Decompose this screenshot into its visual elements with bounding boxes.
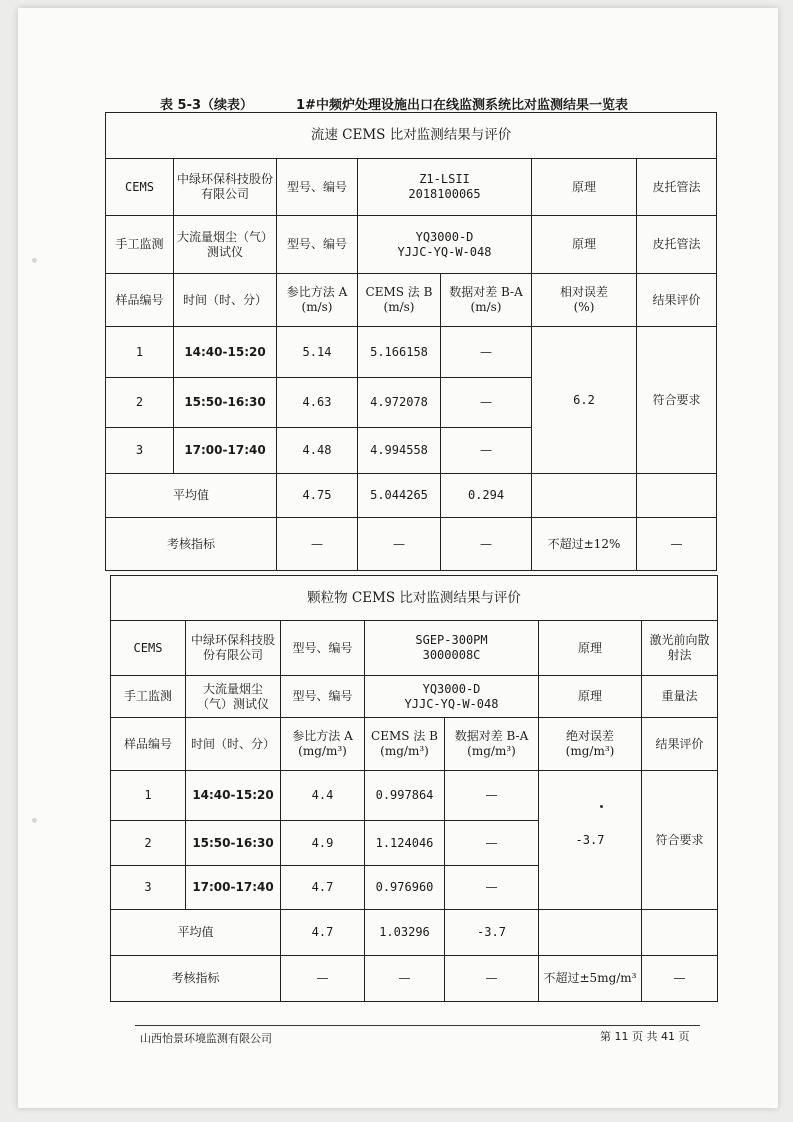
ink-dot [600, 805, 603, 808]
criteria-label: 考核指标 [106, 518, 277, 571]
diff-value: — [445, 866, 539, 910]
sample-time: 15:50-16:30 [174, 378, 277, 428]
criteria-row [111, 956, 718, 1002]
flow-relative-error: 6.2 [532, 327, 637, 474]
criteria-b: — [358, 518, 441, 571]
ref-value-a: 4.63 [277, 378, 358, 428]
sample-time: 17:00-17:40 [174, 428, 277, 474]
flow-cems-model-label: 型号、编号 [277, 159, 358, 216]
particulate-cems-company: 中绿环保科技股份有限公司 [186, 621, 281, 676]
particulate-manual-model-label: 型号、编号 [281, 676, 365, 718]
particulate-header-eval: 结果评价 [642, 718, 718, 771]
average-row [111, 910, 718, 956]
sample-time: 14:40-15:20 [174, 327, 277, 378]
footer-divider [135, 1025, 700, 1026]
average-label: 平均值 [111, 910, 281, 956]
diff-value: — [441, 327, 532, 378]
flow-section-title: 流速 CEMS 比对监测结果与评价 [106, 113, 717, 159]
diff-value: — [441, 378, 532, 428]
particulate-header-sample: 样品编号 [111, 718, 186, 771]
flow-cems-label: CEMS [106, 159, 174, 216]
particulate-manual-label: 手工监测 [111, 676, 186, 718]
flow-cems-model: Z1-LSII 2018100065 [358, 159, 532, 216]
flow-manual-principle-label: 原理 [532, 216, 637, 274]
flow-header-error: 相对误差 (%) [532, 274, 637, 327]
average-diff: 0.294 [441, 474, 532, 518]
sample-time: 17:00-17:40 [186, 866, 281, 910]
flow-evaluation: 符合要求 [637, 327, 717, 474]
flow-cems-principle: 皮托管法 [637, 159, 717, 216]
criteria-limit: 不超过±5mg/m³ [539, 956, 642, 1002]
particulate-cems-model-label: 型号、编号 [281, 621, 365, 676]
particulate-manual-instrument: 大流量烟尘（气）测试仪 [186, 676, 281, 718]
flow-manual-label: 手工监测 [106, 216, 174, 274]
page-number: 第 11 页 共 41 页 [600, 1030, 690, 1043]
criteria-b: — [365, 956, 445, 1002]
diff-value: — [445, 821, 539, 866]
particulate-section-title: 颗粒物 CEMS 比对监测结果与评价 [111, 576, 718, 621]
cems-value-b: 4.972078 [358, 378, 441, 428]
diff-value: — [445, 771, 539, 821]
ref-value-a: 4.4 [281, 771, 365, 821]
average-a: 4.7 [281, 910, 365, 956]
criteria-limit: 不超过±12% [532, 518, 637, 571]
flow-header-eval: 结果评价 [637, 274, 717, 327]
flow-manual-model-label: 型号、编号 [277, 216, 358, 274]
ref-value-a: 5.14 [277, 327, 358, 378]
criteria-diff: — [441, 518, 532, 571]
flow-cems-company: 中绿环保科技股份有限公司 [174, 159, 277, 216]
particulate-manual-principle: 重量法 [642, 676, 718, 718]
table-row [111, 771, 718, 821]
table-title: 1#中频炉处理设施出口在线监测系统比对监测结果一览表 [296, 98, 628, 113]
flow-manual-principle: 皮托管法 [637, 216, 717, 274]
particulate-header-time: 时间（时、分） [186, 718, 281, 771]
binding-hole [32, 258, 37, 263]
sample-no: 3 [111, 866, 186, 910]
criteria-a: — [281, 956, 365, 1002]
cems-value-b: 5.166158 [358, 327, 441, 378]
particulate-cems-principle-label: 原理 [539, 621, 642, 676]
particulate-manual-principle-label: 原理 [539, 676, 642, 718]
average-b: 5.044265 [358, 474, 441, 518]
particulate-absolute-error: -3.7 [539, 771, 642, 910]
flow-header-cems-b: CEMS 法 B (m/s) [358, 274, 441, 327]
particulate-cems-table [110, 575, 718, 1002]
table-row [106, 327, 717, 378]
criteria-eval: — [642, 956, 718, 1002]
particulate-cems-model: SGEP-300PM 3000008C [365, 621, 539, 676]
sample-no: 1 [111, 771, 186, 821]
average-a: 4.75 [277, 474, 358, 518]
criteria-row [106, 518, 717, 571]
ref-value-a: 4.7 [281, 866, 365, 910]
ref-value-a: 4.48 [277, 428, 358, 474]
criteria-a: — [277, 518, 358, 571]
flow-header-time: 时间（时、分） [174, 274, 277, 327]
particulate-header-diff: 数据对差 B-A (mg/m³) [445, 718, 539, 771]
average-row [106, 474, 717, 518]
cems-value-b: 4.994558 [358, 428, 441, 474]
binding-hole [32, 818, 37, 823]
criteria-label: 考核指标 [111, 956, 281, 1002]
flow-cems-principle-label: 原理 [532, 159, 637, 216]
particulate-header-ref-a: 参比方法 A (mg/m³) [281, 718, 365, 771]
sample-time: 15:50-16:30 [186, 821, 281, 866]
criteria-eval: — [637, 518, 717, 571]
sample-no: 1 [106, 327, 174, 378]
average-b: 1.03296 [365, 910, 445, 956]
cems-value-b: 1.124046 [365, 821, 445, 866]
flow-header-sample: 样品编号 [106, 274, 174, 327]
footer-company: 山西怡景环境监测有限公司 [140, 1032, 272, 1045]
sample-time: 14:40-15:20 [186, 771, 281, 821]
cems-value-b: 0.976960 [365, 866, 445, 910]
flow-manual-instrument: 大流量烟尘（气）测试仪 [174, 216, 277, 274]
criteria-diff: — [445, 956, 539, 1002]
average-label: 平均值 [106, 474, 277, 518]
flow-header-ref-a: 参比方法 A (m/s) [277, 274, 358, 327]
particulate-manual-model: YQ3000-D YJJC-YQ-W-048 [365, 676, 539, 718]
sample-no: 3 [106, 428, 174, 474]
sample-no: 2 [106, 378, 174, 428]
particulate-cems-label: CEMS [111, 621, 186, 676]
flow-header-diff: 数据对差 B-A (m/s) [441, 274, 532, 327]
flow-cems-table [105, 112, 717, 571]
particulate-header-cems-b: CEMS 法 B (mg/m³) [365, 718, 445, 771]
average-diff: -3.7 [445, 910, 539, 956]
table-number: 表 5-3（续表） [160, 98, 254, 113]
diff-value: — [441, 428, 532, 474]
ref-value-a: 4.9 [281, 821, 365, 866]
particulate-cems-principle: 激光前向散射法 [642, 621, 718, 676]
flow-manual-model: YQ3000-D YJJC-YQ-W-048 [358, 216, 532, 274]
particulate-header-error: 绝对误差 (mg/m³) [539, 718, 642, 771]
cems-value-b: 0.997864 [365, 771, 445, 821]
sample-no: 2 [111, 821, 186, 866]
particulate-evaluation: 符合要求 [642, 771, 718, 910]
